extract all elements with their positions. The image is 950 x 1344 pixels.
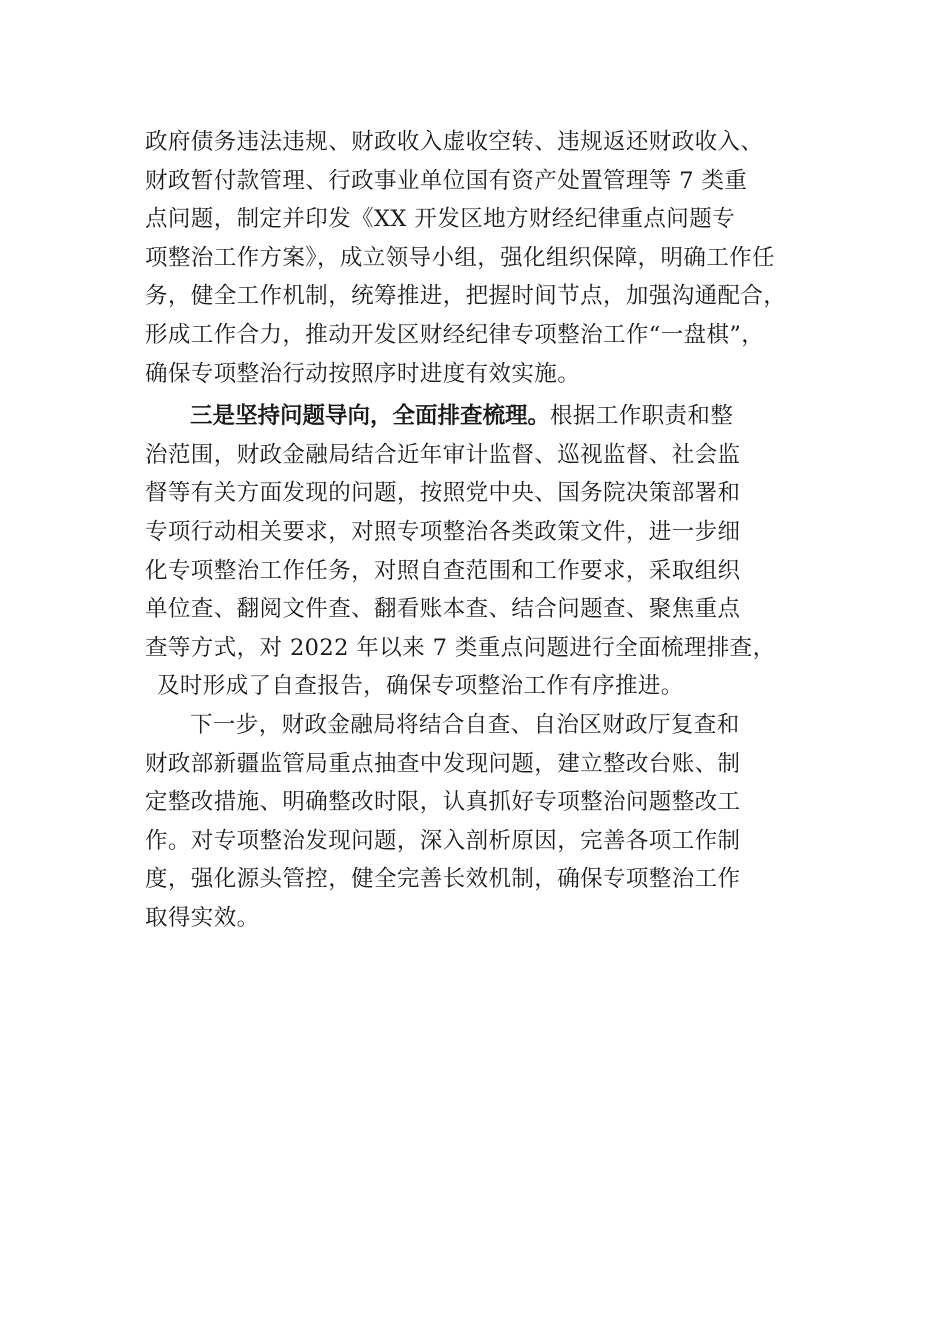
paragraph-line: 确保专项整治行动按照序时进度有效实施。 <box>145 360 581 387</box>
paragraph-2 <box>145 397 845 706</box>
paragraph-line: 形成工作合力，推动开发区财经纪律专项整治工作“一盘棋”， <box>145 321 765 348</box>
paragraph-line: 化专项整治工作任务，对照自查范围和工作要求，采取组织 <box>145 557 741 584</box>
paragraph-line: 财政暂付款管理、行政事业单位国有资产处置管理等 7 类重 <box>145 167 748 194</box>
document-body <box>145 123 845 937</box>
section-heading: 三是坚持问题导向，全面排查梳理。 <box>190 403 551 430</box>
paragraph-line: 务，健全工作机制，统筹推进，把握时间节点，加强沟通配合， <box>145 283 787 310</box>
paragraph-line: 及时形成了自查报告，确保专项整治工作有序推进。 <box>157 673 684 700</box>
paragraph-line <box>145 397 845 436</box>
paragraph-line: 度，强化源头管控，健全完善长效机制，确保专项整治工作 <box>145 866 741 893</box>
paragraph-line: 单位查、翻阅文件查、翻看账本查、结合问题查、聚焦重点 <box>145 596 741 623</box>
heading-continuation: 根据工作职责和整 <box>550 403 734 430</box>
paragraph-line: 政府债务违法违规、财政收入虚收空转、违规返还财政收入、 <box>145 129 764 155</box>
paragraph-line: 专项行动相关要求，对照专项整治各类政策文件，进一步细 <box>145 518 741 545</box>
paragraph-line: 取得实效。 <box>145 904 260 931</box>
paragraph-line: 查等方式，对 2022 年以来 7 类重点问题进行全面梳理排查， <box>145 634 776 661</box>
paragraph-line: 项整治工作方案》，成立领导小组，强化组织保障，明确工作任 <box>145 244 775 271</box>
paragraph-line: 财政部新疆监管局重点抽查中发现问题，建立整改台账、制 <box>145 750 741 777</box>
paragraph-line: 定整改措施、明确整改时限，认真抓好专项整治问题整改工 <box>145 789 741 816</box>
paragraph-line: 点问题，制定并印发《XX 开发区地方财经纪律重点问题专 <box>145 206 735 233</box>
paragraph-1 <box>145 123 845 393</box>
paragraph-line: 治范围，财政金融局结合近年审计监督、巡视监督、社会监 <box>145 441 741 468</box>
paragraph-line: 下一步，财政金融局将结合自查、自治区财政厅复查和 <box>190 711 740 738</box>
paragraph-line: 督等有关方面发现的问题，按照党中央、国务院决策部署和 <box>145 480 741 507</box>
paragraph-3 <box>145 706 845 938</box>
paragraph-line: 作。对专项整治发现问题，深入剖析原因，完善各项工作制 <box>145 827 741 854</box>
